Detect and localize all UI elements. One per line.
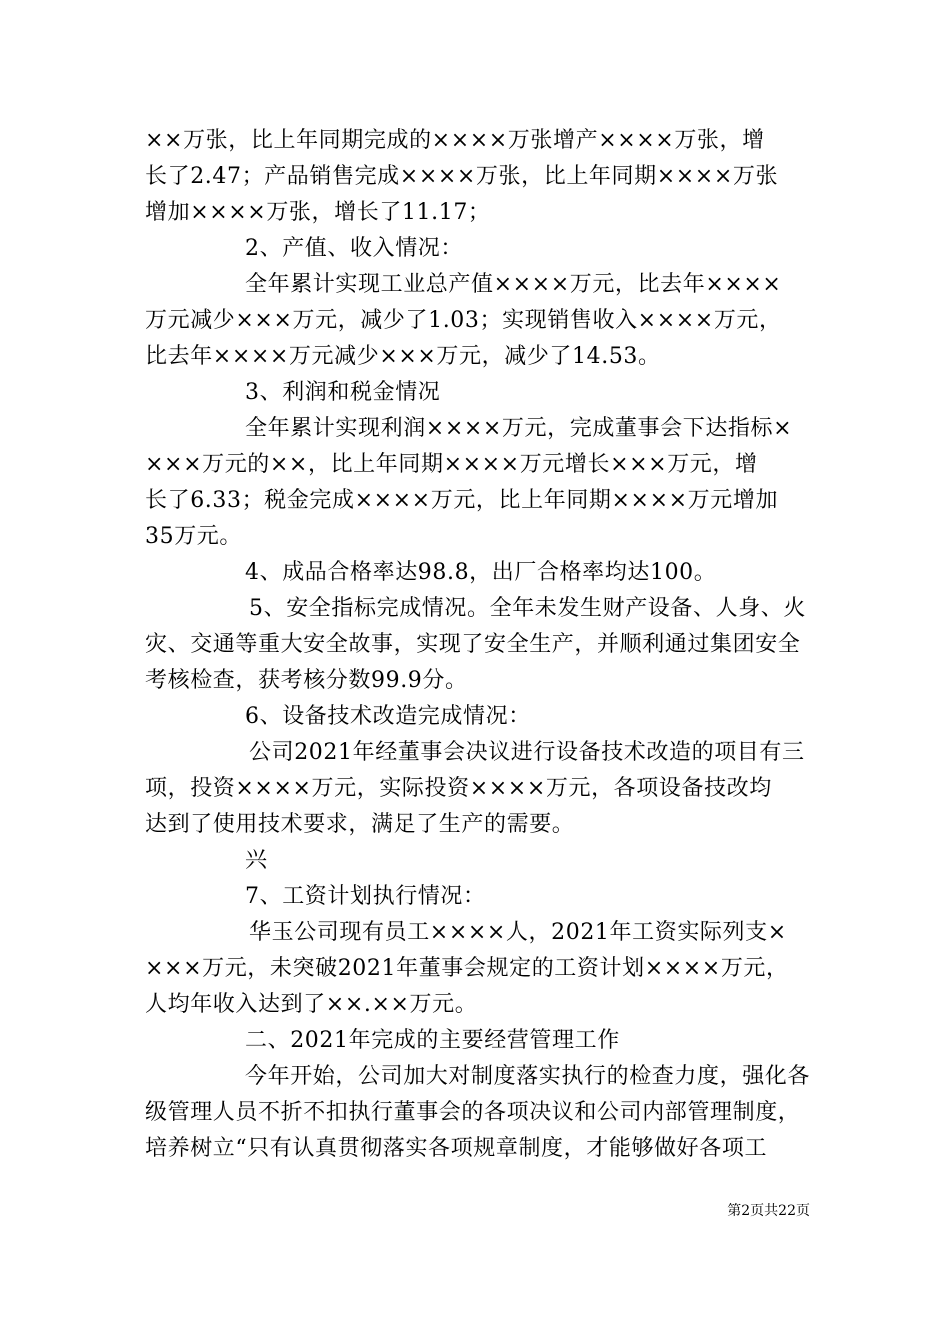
text-line: 项，投资××××万元，实际投资××××万元，各项设备技改均 — [145, 776, 772, 801]
text-line: 全年累计实现利润××××万元，完成董事会下达指标× — [245, 416, 793, 441]
text-line: 长了2.47；产品销售完成××××万张，比上年同期××××万张 — [145, 164, 779, 189]
text-line: 兴 — [245, 848, 268, 873]
text-line: 灾、交通等重大安全故事，实现了安全生产，并顺利通过集团安全 — [145, 632, 801, 657]
section-heading: 二、2021年完成的主要经营管理工作 — [245, 1028, 620, 1053]
text-line: 达到了使用技术要求，满足了生产的需要。 — [145, 812, 575, 837]
page-number: 第2页共22页 — [727, 1203, 810, 1219]
text-line: 今年开始，公司加大对制度落实执行的检查力度，强化各 — [245, 1064, 811, 1089]
text-line: 华玉公司现有员工××××人，2021年工资实际列支× — [249, 920, 787, 945]
text-line: 万元减少×××万元，减少了1.03；实现销售收入××××万元， — [145, 308, 782, 333]
text-line: 人均年收入达到了××.××万元。 — [145, 992, 478, 1017]
text-line: ×××万元，未突破2021年董事会规定的工资计划××××万元， — [145, 956, 789, 981]
section-heading: 3、利润和税金情况 — [245, 380, 441, 405]
text-line: 公司2021年经董事会决议进行设备技术改造的项目有三 — [249, 740, 805, 765]
text-line: 考核检查，获考核分数99.9分。 — [145, 668, 468, 693]
text-line: 培养树立“只有认真贯彻落实各项规章制度，才能够做好各项工 — [145, 1136, 768, 1161]
text-line: 全年累计实现工业总产值××××万元，比去年×××× — [245, 272, 782, 297]
section-heading: 6、设备技术改造完成情况： — [245, 704, 531, 729]
text-line: ××万张，比上年同期完成的××××万张增产××××万张，增 — [145, 128, 765, 153]
text-line: 长了6.33；税金完成××××万元，比上年同期××××万元增加 — [145, 488, 779, 513]
section-heading: 7、工资计划执行情况： — [245, 884, 486, 909]
section-heading: 2、产值、收入情况： — [245, 236, 463, 261]
text-line: 增加××××万张，增长了11.17； — [145, 200, 491, 225]
text-line: 5、安全指标完成情况。全年未发生财产设备、人身、火 — [249, 596, 806, 621]
text-line: 比去年××××万元减少×××万元，减少了14.53。 — [145, 344, 661, 369]
text-line: 35万元。 — [145, 524, 242, 549]
text-line: 级管理人员不折不扣执行董事会的各项决议和公司内部管理制度， — [145, 1100, 801, 1125]
text-line: ×××万元的××，比上年同期××××万元增长×××万元，增 — [145, 452, 758, 477]
text-line: 4、成品合格率达98.8，出厂合格率均达100。 — [245, 560, 717, 585]
